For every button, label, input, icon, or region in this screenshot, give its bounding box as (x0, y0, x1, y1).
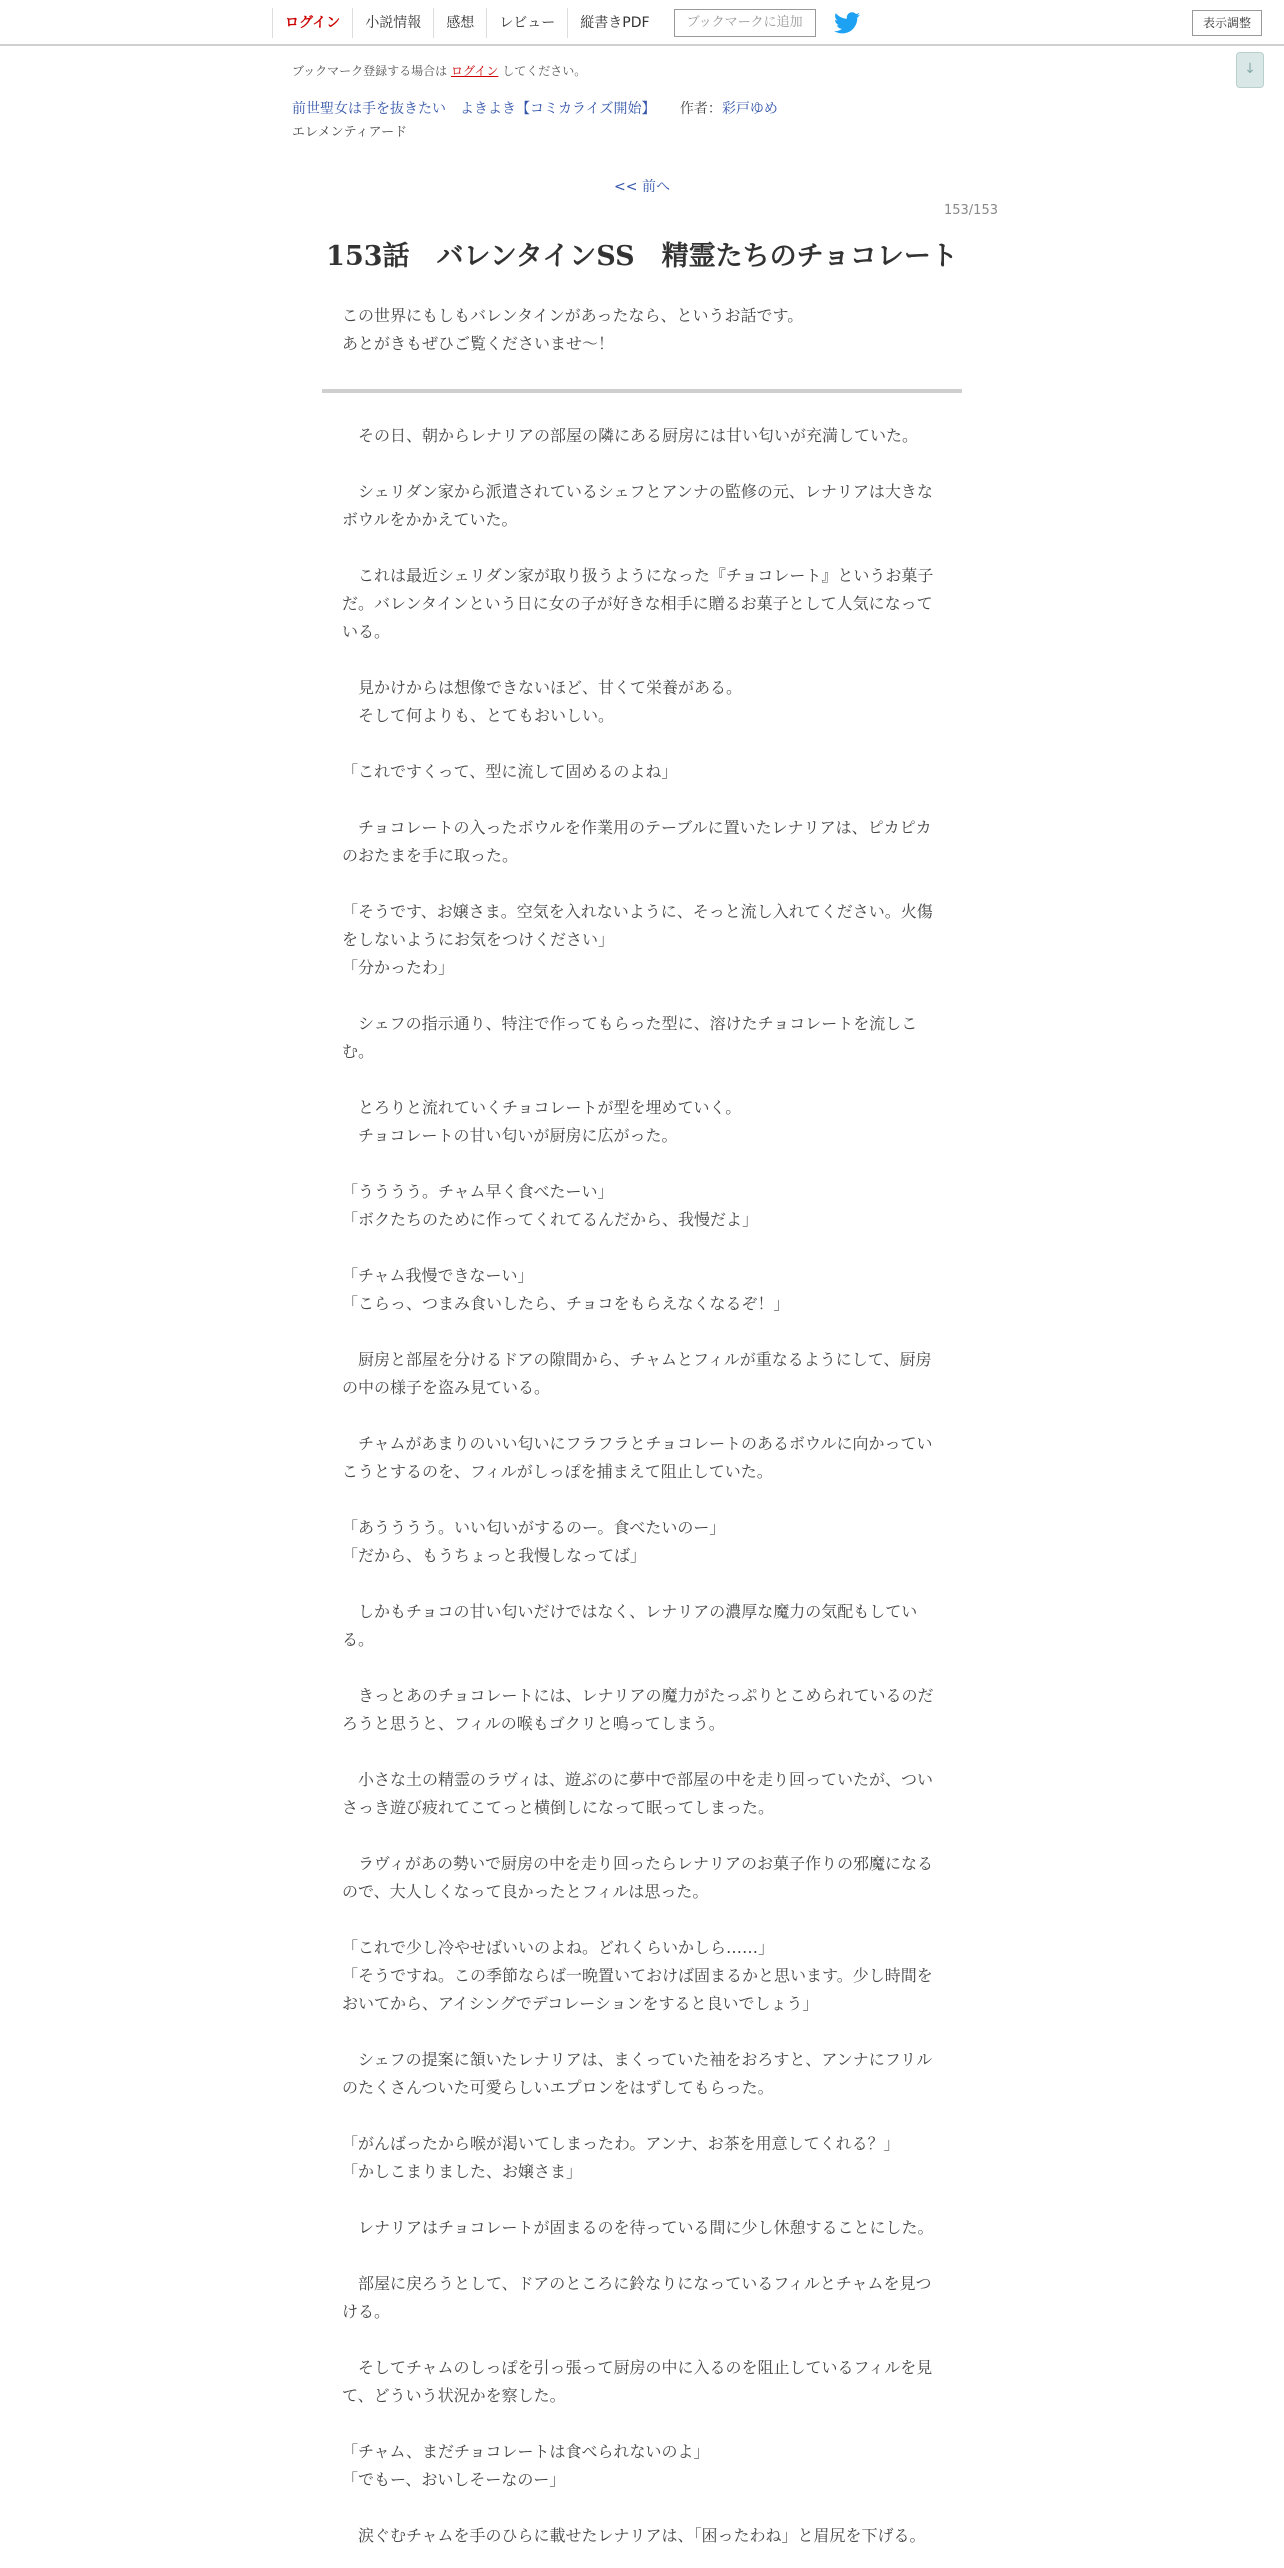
display-adjust-button[interactable]: 表示調整 (1192, 10, 1262, 36)
body-paragraph: 「かしこまりました、お嬢さま」 (342, 2162, 583, 2181)
add-bookmark-button[interactable]: ブックマークに追加 (674, 9, 816, 37)
blank-line (342, 2018, 942, 2046)
series-title-link[interactable]: 前世聖女は手を抜きたい よきよき【コミカライズ開始】 (292, 101, 656, 117)
body-paragraph: 「こらっ、つまみ食いしたら、チョコをもらえなくなるぞ！」 (342, 1294, 790, 1313)
nav-review-link[interactable]: レビュー (486, 8, 567, 38)
body-paragraph: シェリダン家から派遣されているシェフとアンナの監修の元、レナリアは大きなボウルをかかえていた。 (342, 482, 933, 529)
body-paragraph: シェフの提案に頷いたレナリアは、まくっていた袖をおろすと、アンナにフリルのたくさんついた可愛らしいエプロンをはずしてもらった。 (342, 2050, 933, 2097)
body-paragraph: 「がんばったから喉が渇いてしまったわ。アンナ、お茶を用意してくれる？」 (342, 2134, 900, 2153)
preface-line: あとがきもぜひご覧くださいませ～！ (342, 334, 615, 353)
bookmark-note (292, 62, 998, 79)
body-paragraph: 「そうですね。この季節ならば一晩置いておけば固まるかと思います。少し時間をおいてから、アイシングでデコレーションをすると良いでしょう」 (342, 1966, 933, 2013)
body-paragraph: レナリアはチョコレートが固まるのを待っている間に少し休憩することにした。 (342, 2218, 934, 2237)
blank-line (342, 786, 942, 814)
body-paragraph: 部屋に戻ろうとして、ドアのところに鈴なりになっているフィルとチャムを見つける。 (342, 2274, 932, 2321)
body-paragraph: 「これですくって、型に流して固めるのよね」 (342, 762, 678, 781)
body-paragraph: ラヴィがあの勢いで厨房の中を走り回ったらレナリアのお菓子作りの邪魔になるので、大人しくなって良かったとフィルは思った。 (342, 1854, 934, 1901)
blank-line (342, 450, 942, 478)
body-paragraph: 「あうううう。いい匂いがするのー。食べたいのー」 (342, 1518, 726, 1537)
preface-line: この世界にもしもバレンタインがあったなら、というお話です。 (342, 306, 804, 325)
page-number: 153/153 (943, 203, 998, 218)
blank-line (342, 2186, 942, 2214)
body-paragraph: 「分かったわ」 (342, 958, 455, 977)
publisher-label: エレメンティアード (292, 125, 408, 140)
nav-login-link[interactable]: ログイン (272, 8, 352, 38)
blank-line (342, 2242, 942, 2270)
bookmark-note-after: してください。 (502, 64, 587, 78)
author-label: 作者： (679, 101, 722, 117)
body-paragraph: チョコレートの甘い匂いが厨房に広がった。 (342, 1126, 678, 1145)
nav-vertical-pdf-link[interactable]: 縦書きPDF (567, 8, 661, 38)
author-link[interactable]: 彩戸ゆめ (721, 101, 778, 117)
blank-line (342, 2326, 942, 2354)
body-paragraph: 「ボクたちのために作ってくれてるんだから、我慢だよ」 (342, 1210, 759, 1229)
blank-line (342, 1318, 942, 1346)
blank-line (342, 2102, 942, 2130)
body-paragraph: そしてチャムのしっぽを引っ張って厨房の中に入るのを阻止しているフィルを見て、どういう状況かを察した。 (342, 2358, 933, 2405)
body-paragraph: チャムがあまりのいい匂いにフラフラとチョコレートのあるボウルに向かっていこうとするのを、フィルがしっぽを捕まえて阻止していた。 (342, 1434, 933, 1481)
blank-line (342, 870, 942, 898)
scroll-down-button[interactable]: ↓ (1236, 52, 1264, 88)
nav-impressions-link[interactable]: 感想 (433, 8, 486, 38)
blank-line (342, 1570, 942, 1598)
blank-line (342, 1234, 942, 1262)
blank-line (342, 2494, 942, 2522)
blank-line (342, 1150, 942, 1178)
top-header (0, 0, 1284, 46)
chapter-body (342, 422, 942, 2550)
blank-line (342, 646, 942, 674)
body-paragraph: 厨房と部屋を分けるドアの隙間から、チャムとフィルが重なるようにして、厨房の中の様子を盗み見ている。 (342, 1350, 932, 1397)
body-paragraph: 「チャム、まだチョコレートは食べられないのよ」 (342, 2442, 710, 2461)
body-paragraph: チョコレートの入ったボウルを作業用のテーブルに置いたレナリアは、ピカピカのおたまを手に取った。 (342, 818, 932, 865)
series-info (292, 98, 998, 118)
twitter-icon[interactable] (834, 12, 860, 34)
bookmark-note-before: ブックマーク登録する場合は (292, 64, 448, 78)
blank-line (342, 1402, 942, 1430)
blank-line (342, 1738, 942, 1766)
blank-line (342, 982, 942, 1010)
body-paragraph: 「そうです、お嬢さま。空気を入れないように、そっと流し入れてください。火傷をしないようにお気をつけください」 (342, 902, 933, 949)
chapter-title: 153話 バレンタインSS 精霊たちのチョコレート (326, 241, 958, 272)
body-paragraph: シェフの指示通り、特注で作ってもらった型に、溶けたチョコレートを流しこむ。 (342, 1014, 918, 1061)
top-nav (272, 0, 860, 46)
body-paragraph: とろりと流れていくチョコレートが型を埋めていく。 (342, 1098, 742, 1117)
blank-line (342, 1486, 942, 1514)
body-paragraph: 見かけからは想像できないほど、甘くて栄養がある。 (342, 678, 743, 697)
blank-line (342, 730, 942, 758)
nav-novel-info-link[interactable]: 小説情報 (352, 8, 433, 38)
body-paragraph: 小さな土の精霊のラヴィは、遊ぶのに夢中で部屋の中を走り回っていたが、ついさっき遊び疲れてこてっと横倒しになって眠ってしまった。 (342, 1770, 934, 1817)
body-paragraph: そして何よりも、とてもおいしい。 (342, 706, 615, 725)
prev-nav (0, 176, 1284, 196)
body-paragraph: 涙ぐむチャムを手のひらに載せたレナリアは、「困ったわね」と眉尻を下げる。 (342, 2526, 926, 2545)
chapter-preface (342, 302, 942, 358)
blank-line (342, 534, 942, 562)
body-paragraph: きっとあのチョコレートには、レナリアの魔力がたっぷりとこめられているのだろうと思うと、フィルの喉もゴクリと鳴ってしまう。 (342, 1686, 934, 1733)
body-paragraph: これは最近シェリダン家が取り扱うようになった『チョコレート』というお菓子だ。バレンタインという日に女の子が好きな相手に贈るお菓子として人気になっている。 (342, 566, 934, 641)
blank-line (342, 1066, 942, 1094)
prev-page-link[interactable]: << 前へ (614, 179, 670, 195)
body-paragraph: 「だから、もうちょっと我慢しなってば」 (342, 1546, 647, 1565)
preface-divider (322, 389, 962, 393)
body-paragraph: 「うううう。チャム早く食べたーい」 (342, 1182, 614, 1201)
body-paragraph: 「これで少し冷やせばいいのよね。どれくらいかしら……」 (342, 1938, 775, 1957)
body-paragraph: 「でもー、おいしそーなのー」 (342, 2470, 566, 2489)
blank-line (342, 1906, 942, 1934)
bookmark-login-link[interactable]: ログイン (451, 64, 499, 78)
body-paragraph: 「チャム我慢できなーい」 (342, 1266, 534, 1285)
blank-line (342, 1822, 942, 1850)
blank-line (342, 2410, 942, 2438)
blank-line (342, 1654, 942, 1682)
body-paragraph: その日、朝からレナリアの部屋の隣にある厨房には甘い匂いが充満していた。 (342, 426, 919, 445)
body-paragraph: しかもチョコの甘い匂いだけではなく、レナリアの濃厚な魔力の気配もしている。 (342, 1602, 918, 1649)
